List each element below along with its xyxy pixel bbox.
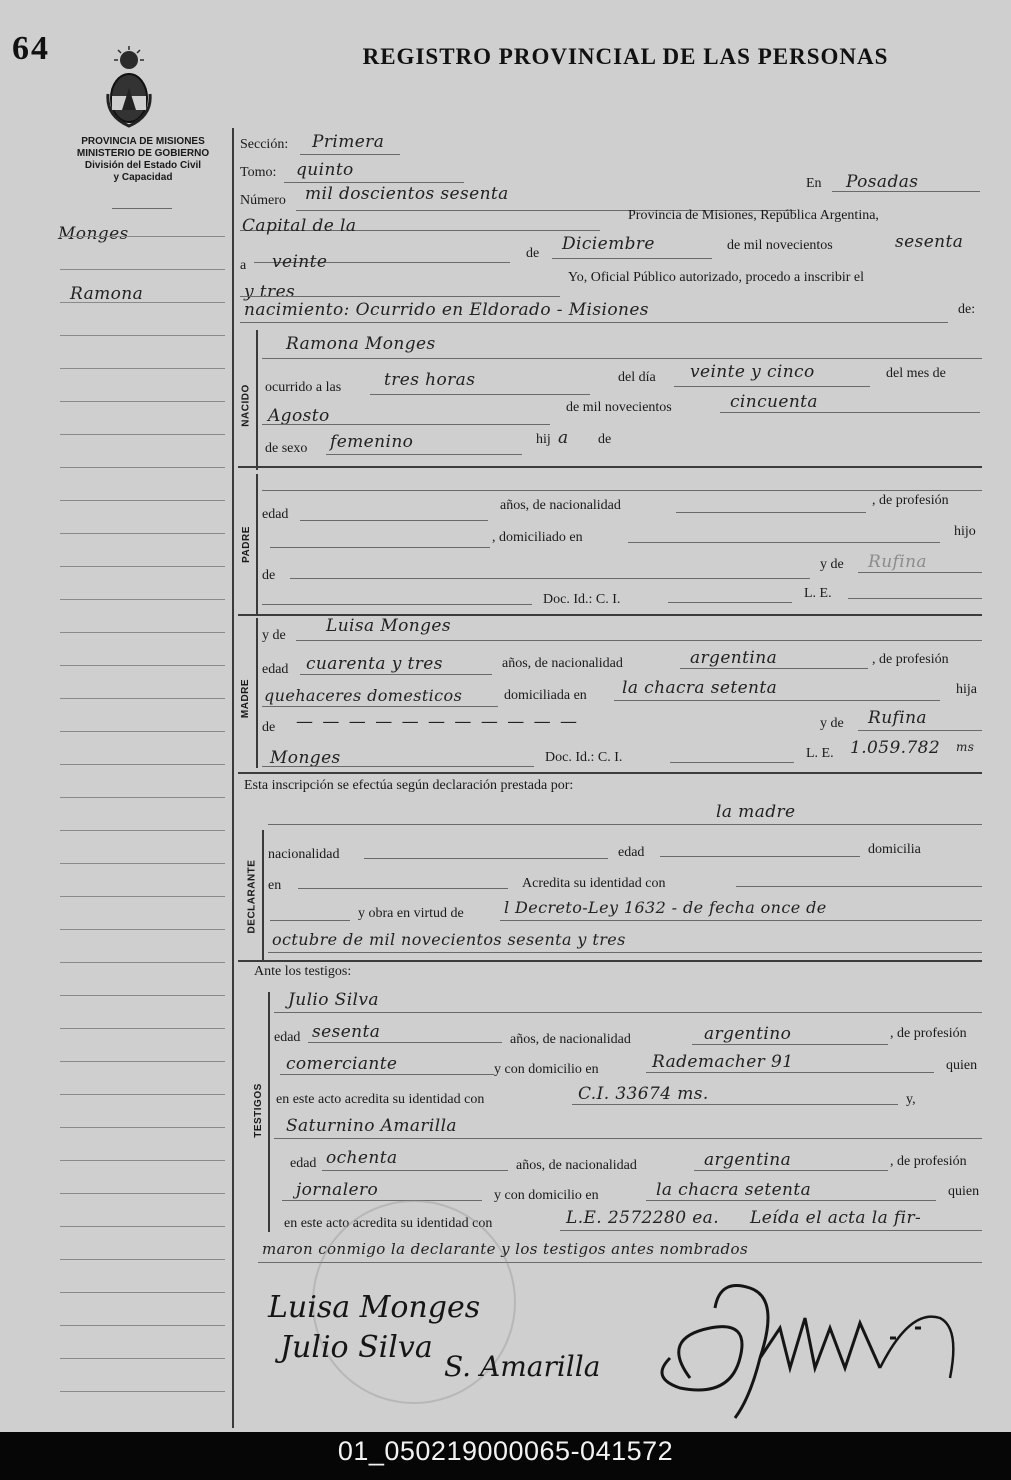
lugar-value: Posadas <box>846 172 919 192</box>
de-sexo-label: de sexo <box>265 441 308 456</box>
testigo2-nombre-value: Saturnino Amarilla <box>286 1116 457 1136</box>
madre-nacionalidad-value: argentina <box>690 648 778 668</box>
padre-abuela-value: Rufina <box>868 552 927 572</box>
margin-ruled-line <box>60 533 225 534</box>
del-mes-label: del mes de <box>886 366 946 381</box>
margin-ruled-line <box>60 896 225 897</box>
issuer-underline <box>112 208 172 209</box>
margin-ruled-line <box>60 1028 225 1029</box>
margin-column-divider <box>232 128 234 1428</box>
margin-ruled-line <box>60 1259 225 1260</box>
footer-document-id: 01_050219000065-041572 <box>337 1436 674 1466</box>
numero-value: mil doscientos sesenta <box>305 184 509 204</box>
testigo1-prof-line <box>280 1074 494 1075</box>
anio-inscripcion-value: sesenta <box>895 232 964 252</box>
margin-surname: Monges <box>58 224 129 244</box>
margin-ruled-line <box>60 1292 225 1293</box>
testigo1-nac-line <box>692 1044 888 1045</box>
de-colon-label: de: <box>958 302 976 317</box>
declarante-section-label: DECLARANTE <box>246 859 258 933</box>
madre-dom-line <box>614 700 940 701</box>
testigo2-profesion-label: , de profesión <box>890 1154 967 1169</box>
hij-suffix-value: a <box>558 428 569 448</box>
testigo2-domicilio-value: la chacra setenta <box>656 1180 812 1200</box>
madre-edad-label: edad <box>262 662 289 677</box>
anio-continued-line <box>240 296 560 297</box>
madre-profesion-label: , de profesión <box>872 652 949 667</box>
padre-section-label: PADRE <box>240 525 252 563</box>
madre-abuela-surname: Monges <box>270 748 341 768</box>
madre-profesion-value: quehaceres domesticos <box>264 686 463 705</box>
madre-domicilio-value: la chacra setenta <box>622 678 778 698</box>
margin-ruled-line <box>60 368 225 369</box>
testigo2-nac-line <box>694 1170 888 1171</box>
testigo1-edad-line <box>308 1042 502 1043</box>
padre-dom-line <box>628 542 940 543</box>
padre-abuelo-line <box>290 578 810 579</box>
declarante-value: la madre <box>716 802 796 822</box>
cierre-value-1: Leída el acta la fir- <box>750 1208 922 1228</box>
testigo2-profesion-value: jornalero <box>296 1180 379 1200</box>
madre-nombre-line <box>296 640 982 641</box>
nacido-dia-value: veinte y cinco <box>690 362 815 382</box>
numero-label: Número <box>240 193 286 208</box>
declarante-en2-label: en <box>268 878 282 893</box>
mes-inscripcion-value: Diciembre <box>562 234 655 254</box>
testigo2-quien-label: quien <box>948 1184 980 1199</box>
madre-hija-label: hija <box>956 682 977 697</box>
madre-divider <box>256 618 258 768</box>
margin-ruled-line <box>60 632 225 633</box>
margin-ruled-line <box>60 467 225 468</box>
hora-line <box>370 394 590 395</box>
margin-ruled-line <box>60 1226 225 1227</box>
madre-de-label: de <box>262 720 276 735</box>
testigo1-nombre-value: Julio Silva <box>288 990 379 1010</box>
testigo2-nombre-line <box>274 1138 982 1139</box>
ante-testigos-label: Ante los testigos: <box>254 964 352 979</box>
sexo-line <box>326 454 522 455</box>
padre-y-de-label: y de <box>820 557 844 572</box>
nacido-mes-value: Agosto <box>268 406 330 426</box>
nacido-section-label: NACIDO <box>240 383 252 427</box>
padre-abuela-line <box>858 572 982 573</box>
madre-y-de-label: y de <box>262 628 286 643</box>
declarante-edad-line <box>660 856 860 857</box>
declarante-en-line <box>298 888 508 889</box>
padre-prof-line <box>270 547 490 548</box>
issuer-block <box>48 136 238 184</box>
madre-section-label: MADRE <box>240 678 252 718</box>
margin-ruled-line <box>60 1127 225 1128</box>
margin-ruled-line <box>60 1193 225 1194</box>
madre-nac-line <box>680 668 868 669</box>
madre-le-suffix: ms <box>956 740 975 754</box>
margin-ruled-line <box>60 764 225 765</box>
issuer-capacity: y Capacidad <box>113 172 173 183</box>
testigo1-acto-label: en este acto acredita su identidad con <box>276 1092 485 1107</box>
obra-value-2: octubre de mil novecientos sesenta y tres <box>272 930 626 949</box>
margin-ruled-line <box>60 1094 225 1095</box>
del-dia-label: del día <box>618 370 656 385</box>
mes-nac-line <box>262 424 550 425</box>
testigo1-anos-label: años, de nacionalidad <box>510 1032 631 1047</box>
margin-ruled-line <box>60 1391 225 1392</box>
signature-s-amarilla: S. Amarilla <box>444 1350 601 1383</box>
de-label: de <box>526 246 540 261</box>
padre-divider <box>256 474 258 614</box>
declarante-edad-label: edad <box>618 845 645 860</box>
nacido-divider <box>256 330 258 470</box>
testigo1-doc-value: C.I. 33674 ms. <box>578 1084 709 1104</box>
declarante-domicilia-label: domicilia <box>868 842 921 857</box>
hecho-line <box>240 322 948 323</box>
dia-inscripcion-value: veinte <box>272 252 328 272</box>
declarante-line <box>268 824 982 825</box>
testigo2-edad-value: ochenta <box>326 1148 398 1168</box>
nacido-nombre-value: Ramona Monges <box>286 334 436 354</box>
testigo1-profesion-label: , de profesión <box>890 1026 967 1041</box>
padre-domiciliado-label: , domiciliado en <box>492 530 583 545</box>
testigos-section-label: TESTIGOS <box>252 1082 264 1138</box>
testigo2-doc-line <box>560 1230 982 1231</box>
nacido-bottom-rule <box>238 466 982 468</box>
testigo2-dom-line <box>646 1200 936 1201</box>
padre-doc-line <box>262 604 532 605</box>
testigo2-edad-label: edad <box>290 1156 317 1171</box>
testigos-divider <box>268 992 270 1232</box>
testigo2-prof-line <box>282 1200 482 1201</box>
madre-edad-value: cuarenta y tres <box>306 654 443 674</box>
margin-ruled-line <box>60 500 225 501</box>
margin-ruled-line <box>60 863 225 864</box>
capital-value: Capital de la <box>242 216 357 236</box>
padre-doc-label: Doc. Id.: C. I. <box>543 592 621 607</box>
madre-le-label: L. E. <box>806 746 834 761</box>
testigo2-domicilio-label: y con domicilio en <box>494 1188 599 1203</box>
margin-ruled-line <box>60 731 225 732</box>
margin-ruled-line <box>60 962 225 963</box>
testigo1-nombre-line <box>274 1012 982 1013</box>
page-number: 64 <box>12 30 50 67</box>
testigo1-domicilio-value: Rademacher 91 <box>652 1052 794 1072</box>
margin-ruled-line <box>60 566 225 567</box>
declarante-divider <box>262 830 264 960</box>
madre-domiciliada-label: domiciliada en <box>504 688 587 703</box>
declarante-bottom-rule <box>238 960 982 962</box>
inscripcion-label: Esta inscripción se efectúa según declaración prestada por: <box>244 778 574 793</box>
margin-ruled-line <box>60 830 225 831</box>
testigo1-quien-label: quien <box>946 1058 978 1073</box>
margin-ruled-line <box>60 797 225 798</box>
cierre-value-2: maron conmigo la declarante y los testigos antes nombrados <box>262 1240 749 1258</box>
margin-ruled-line <box>60 929 225 930</box>
madre-edad-line <box>300 674 492 675</box>
nacido-nombre-line <box>262 358 982 359</box>
obra-line-2 <box>268 952 982 953</box>
testigo2-doc-value: L.E. 2572280 ea. <box>566 1208 720 1228</box>
de-mil-nacido-label: de mil novecientos <box>566 400 672 415</box>
signature-julio-silva: Julio Silva <box>280 1330 433 1365</box>
margin-ruled-line <box>60 599 225 600</box>
seccion-line <box>300 154 400 155</box>
testigo1-edad-label: edad <box>274 1030 301 1045</box>
signature-luisa-monges: Luisa Monges <box>268 1290 481 1325</box>
nacido-anio-value: cincuenta <box>730 392 818 412</box>
margin-ruled-line <box>60 1358 225 1359</box>
madre-ci-line <box>670 762 794 763</box>
testigo1-nacionalidad-value: argentino <box>704 1024 792 1044</box>
ocurrido-label: ocurrido a las <box>265 380 342 395</box>
tomo-value: quinto <box>296 160 354 180</box>
madre-y-de2-label: y de <box>820 716 844 731</box>
de-hija-label: de <box>598 432 612 447</box>
testigo2-nacionalidad-value: argentina <box>704 1150 792 1170</box>
testigo1-doc-line <box>572 1104 898 1105</box>
nacido-hora-value: tres horas <box>384 370 476 390</box>
issuer-division: División del Estado Civil <box>84 160 202 171</box>
declarante-acredita-label: Acredita su identidad con <box>522 876 666 891</box>
padre-profesion-label: , de profesión <box>872 493 949 508</box>
testigo2-edad-line <box>322 1170 508 1171</box>
testigo2-anos-label: años, de nacionalidad <box>516 1158 637 1173</box>
margin-ruled-line <box>60 1160 225 1161</box>
testigo1-profesion-value: comerciante <box>286 1054 398 1074</box>
mes-line <box>552 258 712 259</box>
hij-label: hij <box>536 432 551 447</box>
padre-edad-line <box>300 520 488 521</box>
margin-ruled-line <box>60 302 225 303</box>
tomo-label: Tomo: <box>240 165 277 180</box>
margin-ruled-line <box>60 434 225 435</box>
margin-ruled-line <box>60 335 225 336</box>
margin-given-name: Ramona <box>70 284 144 304</box>
madre-abuela-line <box>858 730 982 731</box>
madre-nombre-value: Luisa Monges <box>326 616 451 636</box>
padre-nac-line <box>676 512 866 513</box>
madre-doc-label: Doc. Id.: C. I. <box>545 750 623 765</box>
padre-anos-label: años, de nacionalidad <box>500 498 621 513</box>
declarante-nacionalidad-label: nacionalidad <box>268 847 340 862</box>
margin-ruled-line <box>60 698 225 699</box>
de-mil-label: de mil novecientos <box>727 238 833 253</box>
madre-dashes: — — — — — — — — — — — <box>296 712 580 732</box>
madre-prof-line <box>262 706 498 707</box>
seccion-value: Primera <box>312 132 385 152</box>
signature-official-icon <box>640 1268 970 1428</box>
margin-ruled-line <box>60 1061 225 1062</box>
margin-ruled-line <box>60 995 225 996</box>
obra-line-1 <box>500 920 982 921</box>
madre-le-value: 1.059.782 <box>850 738 941 758</box>
obra-value-1: l Decreto-Ley 1632 - de fecha once de <box>504 898 827 917</box>
tomo-line <box>284 182 464 183</box>
seccion-label: Sección: <box>240 137 289 152</box>
testigo1-domicilio-label: y con domicilio en <box>494 1062 599 1077</box>
margin-ruled-line <box>60 236 225 237</box>
padre-le-label: L. E. <box>804 586 832 601</box>
a-label: a <box>240 258 247 273</box>
madre-bottom-rule <box>238 772 982 774</box>
padre-le-line <box>848 598 982 599</box>
issuer-ministry: MINISTERIO DE GOBIERNO <box>76 148 210 159</box>
margin-ruled-line <box>60 1325 225 1326</box>
document-title: REGISTRO PROVINCIAL DE LAS PERSONAS <box>362 44 889 69</box>
margin-ruled-line <box>60 269 225 270</box>
testigo1-y-label: y, <box>906 1092 916 1107</box>
padre-hijo-label: hijo <box>954 524 976 539</box>
anio-inscripcion-continued: y tres <box>244 282 296 302</box>
madre-abuela-value: Rufina <box>868 708 927 728</box>
hecho-value: nacimiento: Ocurrido en Eldorado - Misiones <box>244 300 649 320</box>
declarante-nac-line <box>364 858 608 859</box>
anio-nac-line <box>720 412 980 413</box>
padre-top-line <box>262 490 982 491</box>
padre-de-label: de <box>262 568 276 583</box>
en-label: En <box>806 176 822 191</box>
nacido-sexo-value: femenino <box>330 432 414 452</box>
madre-anos-label: años, de nacionalidad <box>502 656 623 671</box>
testigo2-acto-label: en este acto acredita su identidad con <box>284 1216 493 1231</box>
issuer-province: PROVINCIA DE MISIONES <box>81 136 205 147</box>
declarante-obra-pre-line <box>270 920 350 921</box>
yo-oficial-label: Yo, Oficial Público autorizado, procedo a inscribir el <box>568 270 865 285</box>
provincia-label: Provincia de Misiones, República Argentina, <box>628 208 879 223</box>
y-obra-label: y obra en virtud de <box>358 906 464 921</box>
declarante-acredita-line <box>736 886 982 887</box>
madre-doc-line <box>262 766 534 767</box>
padre-edad-label: edad <box>262 507 289 522</box>
margin-ruled-line <box>60 401 225 402</box>
padre-ci-line <box>668 602 792 603</box>
margin-ruled-line <box>60 665 225 666</box>
testigo1-edad-value: sesenta <box>312 1022 381 1042</box>
testigo1-dom-line <box>646 1072 934 1073</box>
dia-nac-line <box>674 386 870 387</box>
